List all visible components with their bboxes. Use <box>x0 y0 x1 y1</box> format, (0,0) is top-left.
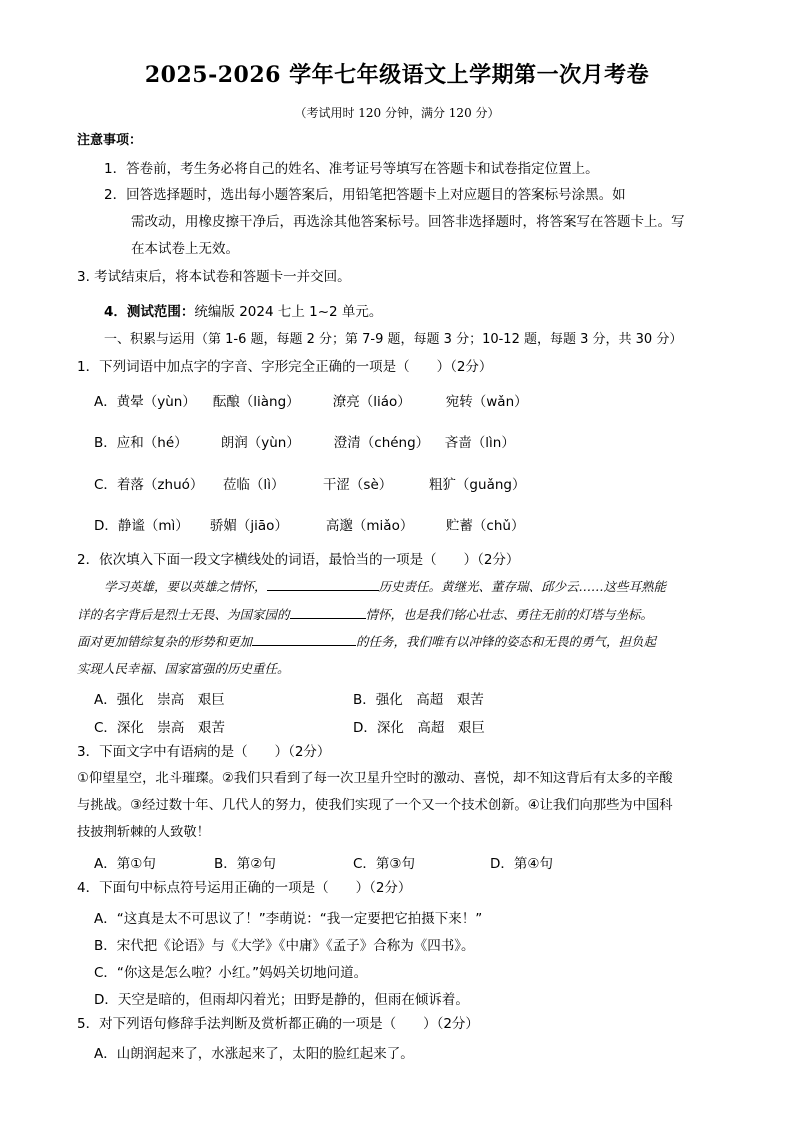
passage-text: 的任务，我们唯有以冲锋的姿态和无畏的勇气，担负起 <box>356 634 657 649</box>
notice-heading: 注意事项： <box>77 133 143 148</box>
scope-label: 4．测试范围： <box>104 304 195 320</box>
option-label: B． <box>94 435 117 451</box>
option-label: D． <box>94 518 118 534</box>
option-word: 粗犷（guǎng） <box>428 477 526 493</box>
option-word: 高邈（miǎo） <box>325 518 414 534</box>
q4-option-d[interactable]: D．天空是暗的，但雨却闪着光；田野是静的，但雨在倾诉着。 <box>94 992 469 1008</box>
option-word: 澄清（chéng） <box>333 435 430 451</box>
blank-3[interactable] <box>252 633 356 646</box>
q4-option-c[interactable]: C．“你这是怎么啦？小红。”妈妈关切地问道。 <box>94 965 368 981</box>
q4-option-b[interactable]: B．宋代把《论语》与《大学》《中庸》《孟子》合称为《四书》。 <box>94 938 475 954</box>
q4-option-a[interactable]: A．“这真是太不可思议了！”李萌说：“我一定要把它拍摄下来！” <box>94 911 483 927</box>
option-word: 朗润（yùn） <box>220 435 300 451</box>
notice-item: 2．回答选择题时，选出每小题答案后，用铅笔把答题卡上对应题目的答案标号涂黑。如 <box>104 187 626 203</box>
option-word: 吝啬（lìn） <box>444 435 515 451</box>
passage-line: 实现人民幸福、国家富强的历史重任。 <box>77 661 290 676</box>
question-stem: 2．依次填入下面一段文字横线处的词语，最恰当的一项是（ ）（2分） <box>77 552 520 568</box>
passage-text: 详的名字背后是烈士无畏、为国家园的 <box>77 607 290 622</box>
option-label: C． <box>94 477 117 493</box>
option-word: 酝酿（liàng） <box>212 394 300 410</box>
option-word: 着落（zhuó） <box>116 477 204 493</box>
option-word: 潦亮（liáo） <box>332 394 411 410</box>
q5-option-a[interactable]: A．山朗润起来了，水涨起来了，太阳的脸红起来了。 <box>94 1046 414 1062</box>
option-word: 贮蓄（chǔ） <box>445 518 525 534</box>
q1-option-d[interactable] <box>94 514 524 534</box>
q3-text-line: 与挑战。③经过数十年、几代人的努力，使我们实现了一个又一个技术创新。④让我们向那些为中国科 <box>77 798 673 813</box>
question-stem: 5．对下列语句修辞手法判断及赏析都正确的一项是（ ）（2分） <box>77 1016 479 1032</box>
passage-text: 历史责任。黄继光、董存瑞、邱少云……这些耳熟能 <box>378 579 667 594</box>
option-word: 干涩（sè） <box>322 477 393 493</box>
q3-option-b[interactable]: B．第②句 <box>214 856 276 872</box>
q3-option-d[interactable]: D．第④句 <box>490 856 553 872</box>
q1-option-a[interactable] <box>94 390 528 410</box>
passage-line <box>104 578 666 596</box>
option-word: 黄晕（yùn） <box>116 394 196 410</box>
blank-2[interactable] <box>290 606 366 619</box>
notice-item: 在本试卷上无效。 <box>131 241 239 257</box>
page-subtitle: （考试用时 120 分钟，满分 120 分） <box>294 106 500 120</box>
question-stem: 1．下列词语中加点字的字音、字形完全正确的一项是（ ）（2分） <box>77 359 493 375</box>
question-stem: 3．下面文字中有语病的是（ ）（2分） <box>77 744 331 760</box>
passage-line <box>77 606 653 624</box>
q3-option-a[interactable]: A．第①句 <box>94 856 156 872</box>
q3-text-line: 技披荆斩棘的人致敬！ <box>77 825 210 840</box>
q2-option-a[interactable]: A．强化 崇高 艰巨 <box>94 692 225 708</box>
notice-item: 1．答卷前，考生务必将自己的姓名、准考证号等填写在答题卡和试卷指定位置上。 <box>104 161 599 177</box>
scope-text: 统编版 2024 七上 1~2 单元。 <box>194 304 383 320</box>
notice-scope <box>104 303 382 321</box>
blank-1[interactable] <box>267 578 379 591</box>
passage-line <box>77 633 656 651</box>
notice-item: 3. 考试结束后，将本试卷和答题卡一并交回。 <box>77 269 351 285</box>
option-word: 应和（hé） <box>116 435 188 451</box>
option-word: 宛转（wǎn） <box>445 394 528 410</box>
option-label: A． <box>94 394 117 410</box>
passage-text: 学习英雄，要以英雄之情怀， <box>104 579 267 594</box>
option-word: 静谧（mì） <box>117 518 189 534</box>
passage-text: 情怀，也是我们铭心壮志、勇往无前的灯塔与坐标。 <box>365 607 654 622</box>
q2-option-d[interactable]: D．深化 高超 艰巨 <box>353 720 485 736</box>
notice-item: 需改动，用橡皮擦干净后，再选涂其他答案标号。回答非选择题时，将答案写在答题卡上。写 <box>131 214 685 230</box>
q3-option-c[interactable]: C．第③句 <box>353 856 416 872</box>
option-word: 莅临（lì） <box>222 477 285 493</box>
q3-text-line: ①仰望星空，北斗璀璨。②我们只看到了每一次卫星升空时的激动、喜悦，却不知这背后有太多的辛酸 <box>77 771 673 786</box>
passage-text: 面对更加错综复杂的形势和更加 <box>77 634 253 649</box>
q2-option-c[interactable]: C．深化 崇高 艰苦 <box>94 720 225 736</box>
option-word: 骄媚（jiāo） <box>209 518 288 534</box>
question-stem: 4．下面句中标点符号运用正确的一项是（ ）（2分） <box>77 880 412 896</box>
q2-option-b[interactable]: B．强化 高超 艰苦 <box>353 692 484 708</box>
q1-option-b[interactable] <box>94 431 515 451</box>
page-title: 2025-2026 学年七年级语文上学期第一次月考卷 <box>144 62 650 88</box>
section-heading: 一、积累与运用（第 1-6 题，每题 2 分；第 7-9 题，每题 3 分；10-12 题，每题 3 分，共 30 分） <box>104 332 683 347</box>
q1-option-c[interactable] <box>94 473 525 493</box>
